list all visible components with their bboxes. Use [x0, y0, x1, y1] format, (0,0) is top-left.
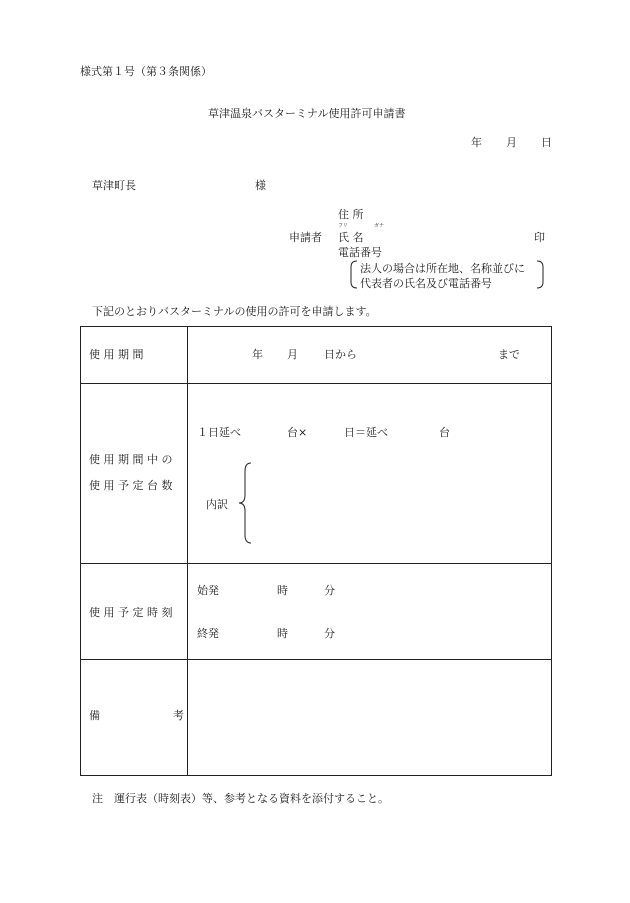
times-first: 始発 [197, 584, 219, 597]
times-first-hour: 時 [277, 584, 288, 597]
times-last: 終発 [197, 627, 219, 640]
vehicles-label-line1: 使 用 期 間 中 の [89, 453, 173, 466]
form-number: 様式第１号（第３条関係） [80, 65, 212, 78]
vehicles-units-times: 台× [287, 426, 308, 439]
addressee-honorific: 様 [255, 179, 266, 192]
times-label: 使 用 予 定 時 刻 [89, 606, 173, 619]
column-divider [187, 327, 188, 775]
row-divider-1 [81, 383, 551, 384]
document-title: 草津温泉バスターミナル使用許可申請書 [208, 107, 406, 120]
vehicles-units: 台 [439, 426, 450, 439]
vehicles-breakdown: 内訳 [206, 498, 228, 511]
date-day-label: 日 [541, 136, 552, 149]
times-first-minute: 分 [324, 584, 335, 597]
date-month-label: 月 [506, 136, 517, 149]
row-divider-2 [81, 563, 551, 564]
addressee-name: 草津町長 [92, 179, 136, 192]
footnote: 注 運行表（時刻表）等、参考となる資料を添付すること。 [92, 792, 389, 805]
intro-text: 下記のとおりバスターミナルの使用の許可を申請します。 [92, 305, 377, 318]
vehicles-label-line2: 使 用 予 定 台 数 [89, 479, 173, 492]
period-month: 月 [287, 348, 298, 361]
date-year-label: 年 [471, 136, 482, 149]
remarks-label-left: 備 [89, 709, 100, 722]
vehicles-daily: １日延べ [197, 426, 241, 439]
period-year: 年 [252, 348, 263, 361]
row-divider-3 [81, 659, 551, 660]
furigana-1: フリ [338, 223, 348, 229]
application-table [80, 326, 552, 776]
period-from: 日から [324, 348, 357, 361]
times-last-minute: 分 [324, 627, 335, 640]
period-label: 使 用 期 間 [89, 348, 144, 361]
applicant-label: 申請者 [289, 231, 322, 244]
times-last-hour: 時 [277, 627, 288, 640]
corporate-note-line1: 法人の場合は所在地、名称並びに [360, 262, 525, 275]
breakdown-brace [237, 461, 257, 545]
corporate-note-line2: 代表者の氏名及び電話番号 [360, 277, 492, 290]
period-until: まで [498, 348, 520, 361]
address-label: 住 所 [338, 208, 364, 221]
remarks-label-right: 考 [173, 709, 184, 722]
seal-label: 印 [534, 231, 545, 244]
furigana-2: ガナ [374, 223, 385, 229]
name-label: 氏 名 [338, 231, 364, 244]
vehicles-days-equals: 日＝延べ [344, 426, 388, 439]
phone-label: 電話番号 [338, 246, 382, 259]
